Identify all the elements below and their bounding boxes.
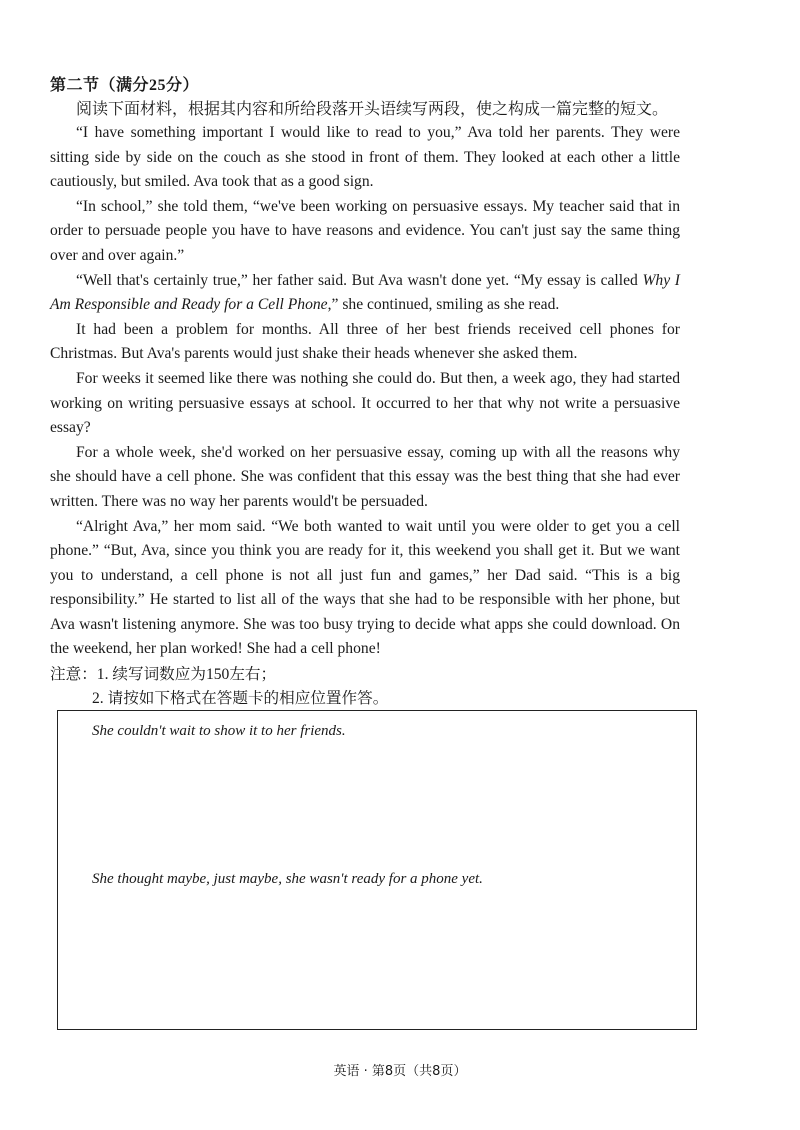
paragraph-starter-1: She couldn't wait to show it to her friends. bbox=[92, 723, 346, 739]
passage-paragraph-6: For a whole week, she'd worked on her persuasive essay, coming up with all the reasons why she should have a cell phone. She was confident that this essay was the best thing that she had ever written. There was no way her parents would't be persuaded. bbox=[50, 443, 680, 510]
paragraph-3-text-before: “Well that's certainly true,” her father said. But Ava wasn't done yet. “My essay is called bbox=[76, 271, 643, 289]
note-line-2: 2. 请按如下格式在答题卡的相应位置作答。 bbox=[92, 690, 389, 707]
passage-paragraph-4: It had been a problem for months. All three of her best friends received cell phones for Christmas. But Ava's parents would just shake their heads whenever she asked them. bbox=[50, 320, 680, 363]
note-line-1: 注意：1. 续写词数应为150左右； bbox=[50, 666, 277, 683]
passage-paragraph-3 bbox=[50, 269, 680, 318]
passage-paragraph-7: “Alright Ava,” her mom said. “We both wanted to wait until you were older to get you a cell phone.” “But, Ava, since you think you are ready for it, this weekend you shall get it. But we want you to understand, a cell phone is not all just fun and games,” her Dad said. “This is a big responsibility.” He started to list all of the ways that she had to be responsible with her phone, but Ava wasn't listening anymore. She was too busy trying to decide what apps she could download. On the weekend, her plan worked! She had a cell phone! bbox=[50, 517, 680, 658]
reading-passage bbox=[50, 121, 680, 662]
instruction-text: 阅读下面材料，根据其内容和所给段落开头语续写两段，使之构成一篇完整的短文。 bbox=[76, 101, 669, 118]
paragraph-starter-2: She thought maybe, just maybe, she wasn't ready for a phone yet. bbox=[92, 871, 483, 887]
paragraph-3-text-after: ,” she continued, smiling as she read. bbox=[327, 296, 560, 314]
answer-box bbox=[57, 710, 697, 1030]
passage-paragraph-1: “I have something important I would like to read to you,” Ava told her parents. They were sitting side by side on the couch as she stood in front of them. They looked at each other a little cautiously, but smiled. Ava took that as a good sign. bbox=[50, 124, 680, 191]
passage-paragraph-5: For weeks it seemed like there was nothing she could do. But then, a week ago, they had started working on writing persuasive essays at school. It occurred to her that why not write a persuasive essay? bbox=[50, 369, 680, 437]
essay-title: Why I Am Responsible and Ready for a Cell Phone bbox=[50, 271, 680, 314]
page-footer: 英语 · 第8页（共8页） bbox=[333, 1064, 467, 1079]
passage-paragraph-2: “In school,” she told them, “we've been working on persuasive essays. My teacher said that in order to persuade people you have to have reasons and evidence. You can't just say the same thing over and over again.” bbox=[50, 197, 680, 264]
notes bbox=[50, 663, 388, 711]
section-title: 第二节（满分25分） bbox=[50, 77, 200, 94]
